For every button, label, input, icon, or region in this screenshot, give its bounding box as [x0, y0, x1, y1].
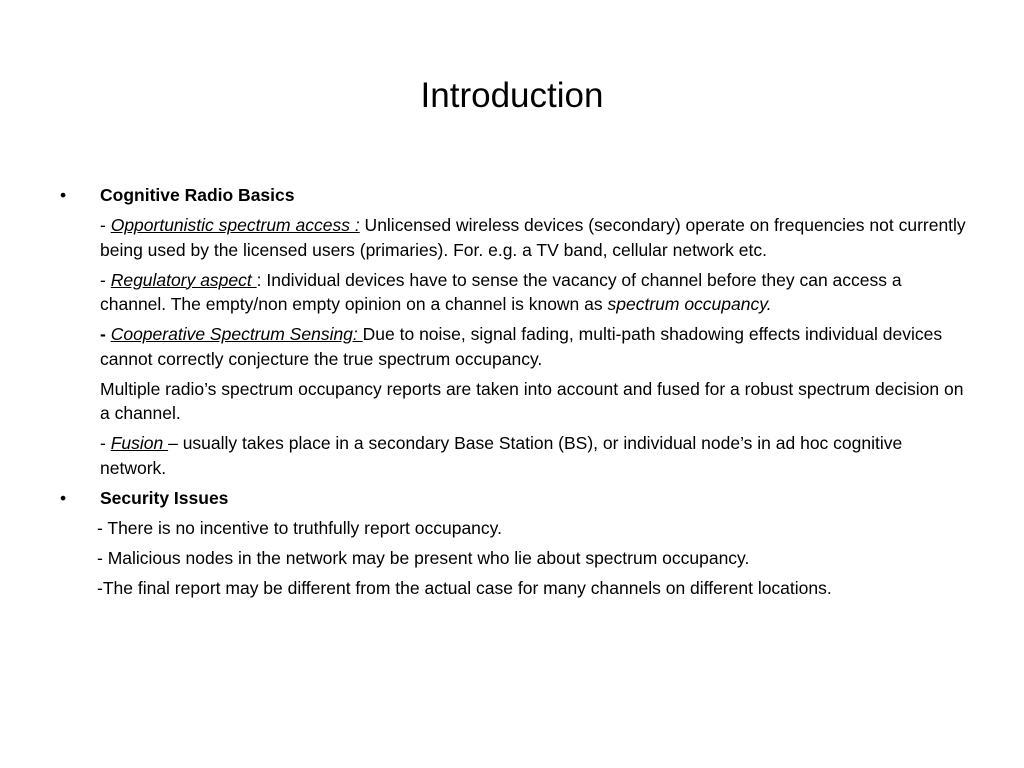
dash-prefix: - — [100, 433, 111, 453]
dash-prefix: - — [100, 269, 111, 290]
bullet-cognitive-radio-basics — [0, 183, 1024, 208]
term-description: Unlicensed wireless devices (secondary) operate on frequencies not currently being used by the licensed users (primaries). For. e.g. a TV band, cellular network etc. — [100, 215, 966, 260]
security-item-final-report: -The final report may be different from the actual case for many channels on different locations. — [97, 577, 832, 598]
term-emphasis: spectrum occupancy. — [607, 294, 772, 314]
dash-prefix: - — [100, 324, 111, 344]
security-item-incentive: - There is no incentive to truthfully report occupancy. — [97, 517, 502, 538]
security-item-malicious-nodes: - Malicious nodes in the network may be present who lie about spectrum occupancy. — [97, 547, 750, 568]
term-description: Due to noise, signal fading, multi-path shadowing effects individual devices cannot correctly conjecture the true spectrum occupancy. — [100, 324, 943, 369]
term-label: Fusion — [110, 433, 169, 453]
term-description: – usually takes place in a secondary Base Station (BS), or individual node’s in ad hoc cognitive network. — [100, 433, 903, 478]
term-label: Regulatory aspect — [110, 269, 257, 290]
bullet-icon: • — [60, 185, 67, 205]
sub-item-opportunistic-access — [0, 213, 1024, 262]
slide-title: Introduction — [420, 76, 604, 115]
section-heading: Cognitive Radio Basics — [100, 185, 295, 205]
dash-prefix: - — [100, 215, 111, 235]
bullet-icon: • — [60, 487, 67, 508]
bullet-security-issues — [0, 486, 1024, 511]
term-description: : Individual devices have to sense the vacancy of channel before they can access a channel. The empty/non empty opinion on a channel is known as — [100, 269, 902, 314]
sub-item-cooperative-sensing — [0, 322, 1024, 371]
sub-item-fusion — [0, 431, 1024, 480]
term-label: Opportunistic spectrum access : — [110, 215, 360, 235]
section-heading: Security Issues — [100, 487, 229, 508]
sub-item-multiple-reports — [0, 377, 1024, 426]
term-label: Cooperative Spectrum Sensing: — [110, 324, 363, 344]
slide-body — [0, 183, 1024, 600]
term-description: Multiple radio’s spectrum occupancy reports are taken into account and fused for a robust spectrum decision on a channel. — [100, 378, 964, 423]
sub-item-regulatory-aspect — [0, 268, 1024, 317]
